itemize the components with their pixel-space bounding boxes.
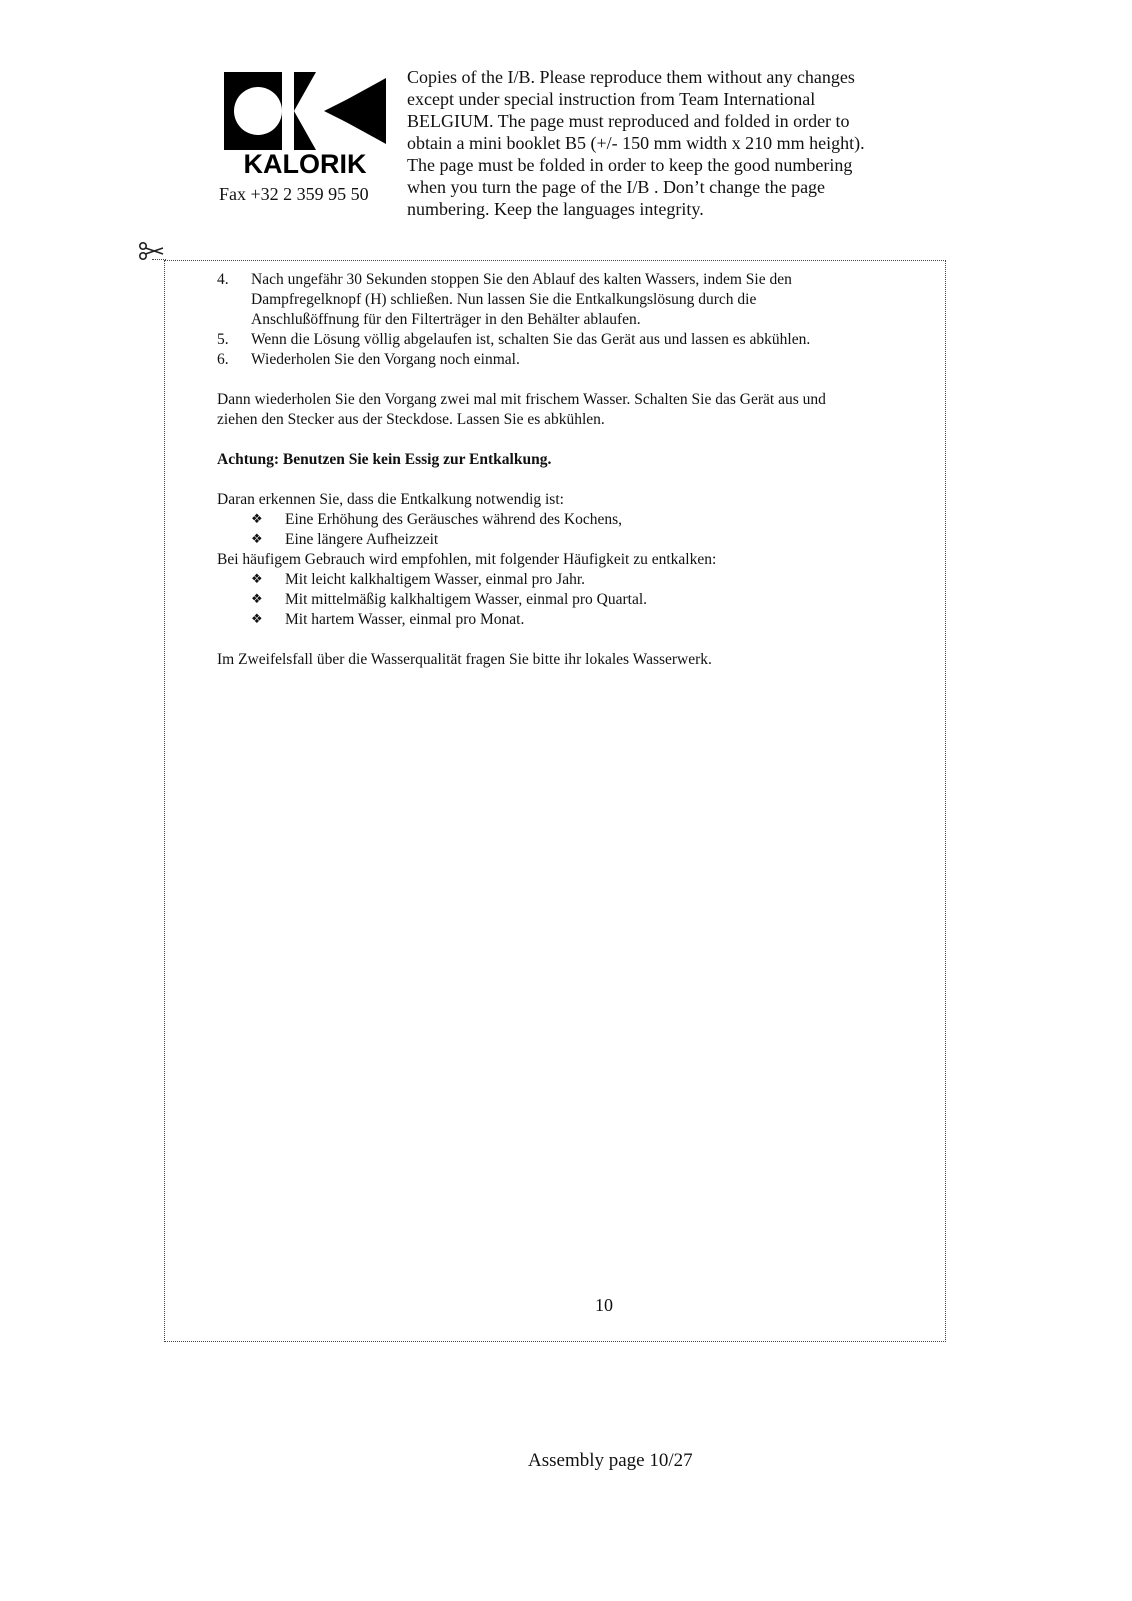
step-item xyxy=(217,330,917,350)
note-line: BELGIUM. The page must reproduced and folded in order to xyxy=(407,111,850,131)
bullet-icon: ❖ xyxy=(251,532,263,547)
step-number: 4. xyxy=(217,271,229,288)
note-line: when you turn the page of the I/B . Don’t change the page xyxy=(407,177,826,197)
bullet-icon: ❖ xyxy=(251,572,263,587)
list-item-text: Eine längere Aufheizzeit xyxy=(285,531,439,548)
bullet-icon: ❖ xyxy=(251,612,263,627)
list-item xyxy=(217,530,917,550)
step-number: 5. xyxy=(217,331,229,348)
step-number: 6. xyxy=(217,351,229,368)
note-line: numbering. Keep the languages integrity. xyxy=(407,199,704,219)
step-line: Anschlußöffnung für den Filterträger in den Behälter ablaufen. xyxy=(251,311,641,328)
list-item xyxy=(217,570,917,590)
step-item xyxy=(217,350,917,370)
list-item xyxy=(217,590,917,610)
page-number: 10 xyxy=(595,1295,613,1315)
list-item xyxy=(217,510,917,530)
reproduction-note xyxy=(407,66,927,220)
bullet-icon: ❖ xyxy=(251,592,263,607)
note-line: The page must be folded in order to keep the good numbering xyxy=(407,155,853,175)
kalorik-logo xyxy=(224,72,386,176)
signs-intro: Daran erkennen Sie, dass die Entkalkung notwendig ist: xyxy=(217,491,564,508)
step-line: Dampfregelknopf (H) schließen. Nun lassen Sie die Entkalkungslösung durch die xyxy=(251,291,757,308)
assembly-page-label: Assembly page 10/27 xyxy=(528,1450,693,1471)
page-content xyxy=(217,270,917,670)
step-text: Wenn die Lösung völlig abgelaufen ist, schalten Sie das Gerät aus und lassen es abkühlen. xyxy=(251,331,811,348)
step-text: Wiederholen Sie den Vorgang noch einmal. xyxy=(251,351,520,368)
note-line: except under special instruction from Team International xyxy=(407,89,816,109)
scissors-icon xyxy=(138,241,164,261)
paragraph-line: Dann wiederholen Sie den Vorgang zwei mal mit frischem Wasser. Schalten Sie das Gerät aus und xyxy=(217,391,826,408)
step-text xyxy=(251,270,917,330)
list-item-text: Mit hartem Wasser, einmal pro Monat. xyxy=(285,611,525,628)
step-item xyxy=(217,270,917,330)
list-item-text: Mit mittelmäßig kalkhaltigem Wasser, einmal pro Quartal. xyxy=(285,591,648,608)
warning-text: Achtung: Benutzen Sie kein Essig zur Entkalkung. xyxy=(217,451,552,468)
list-item xyxy=(217,610,917,630)
repeat-paragraph xyxy=(217,390,917,430)
bullet-icon: ❖ xyxy=(251,512,263,527)
note-line: obtain a mini booklet B5 (+/- 150 mm width x 210 mm height). xyxy=(407,133,865,153)
logo-wordmark: KALORIK xyxy=(243,149,367,176)
paragraph-line: ziehen den Stecker aus der Steckdose. Lassen Sie es abkühlen. xyxy=(217,411,605,428)
list-item-text: Eine Erhöhung des Geräusches während des Kochens, xyxy=(285,511,623,528)
frequency-intro: Bei häufigem Gebrauch wird empfohlen, mit folgender Häufigkeit zu entkalken: xyxy=(217,551,717,568)
note-line: Copies of the I/B. Please reproduce them without any changes xyxy=(407,67,855,87)
fax-number: Fax +32 2 359 95 50 xyxy=(219,184,369,204)
list-item-text: Mit leicht kalkhaltigem Wasser, einmal pro Jahr. xyxy=(285,571,586,588)
step-line: Nach ungefähr 30 Sekunden stoppen Sie den Ablauf des kalten Wassers, indem Sie den xyxy=(251,271,792,288)
closing-paragraph: Im Zweifelsfall über die Wasserqualität fragen Sie bitte ihr lokales Wasserwerk. xyxy=(217,651,712,668)
